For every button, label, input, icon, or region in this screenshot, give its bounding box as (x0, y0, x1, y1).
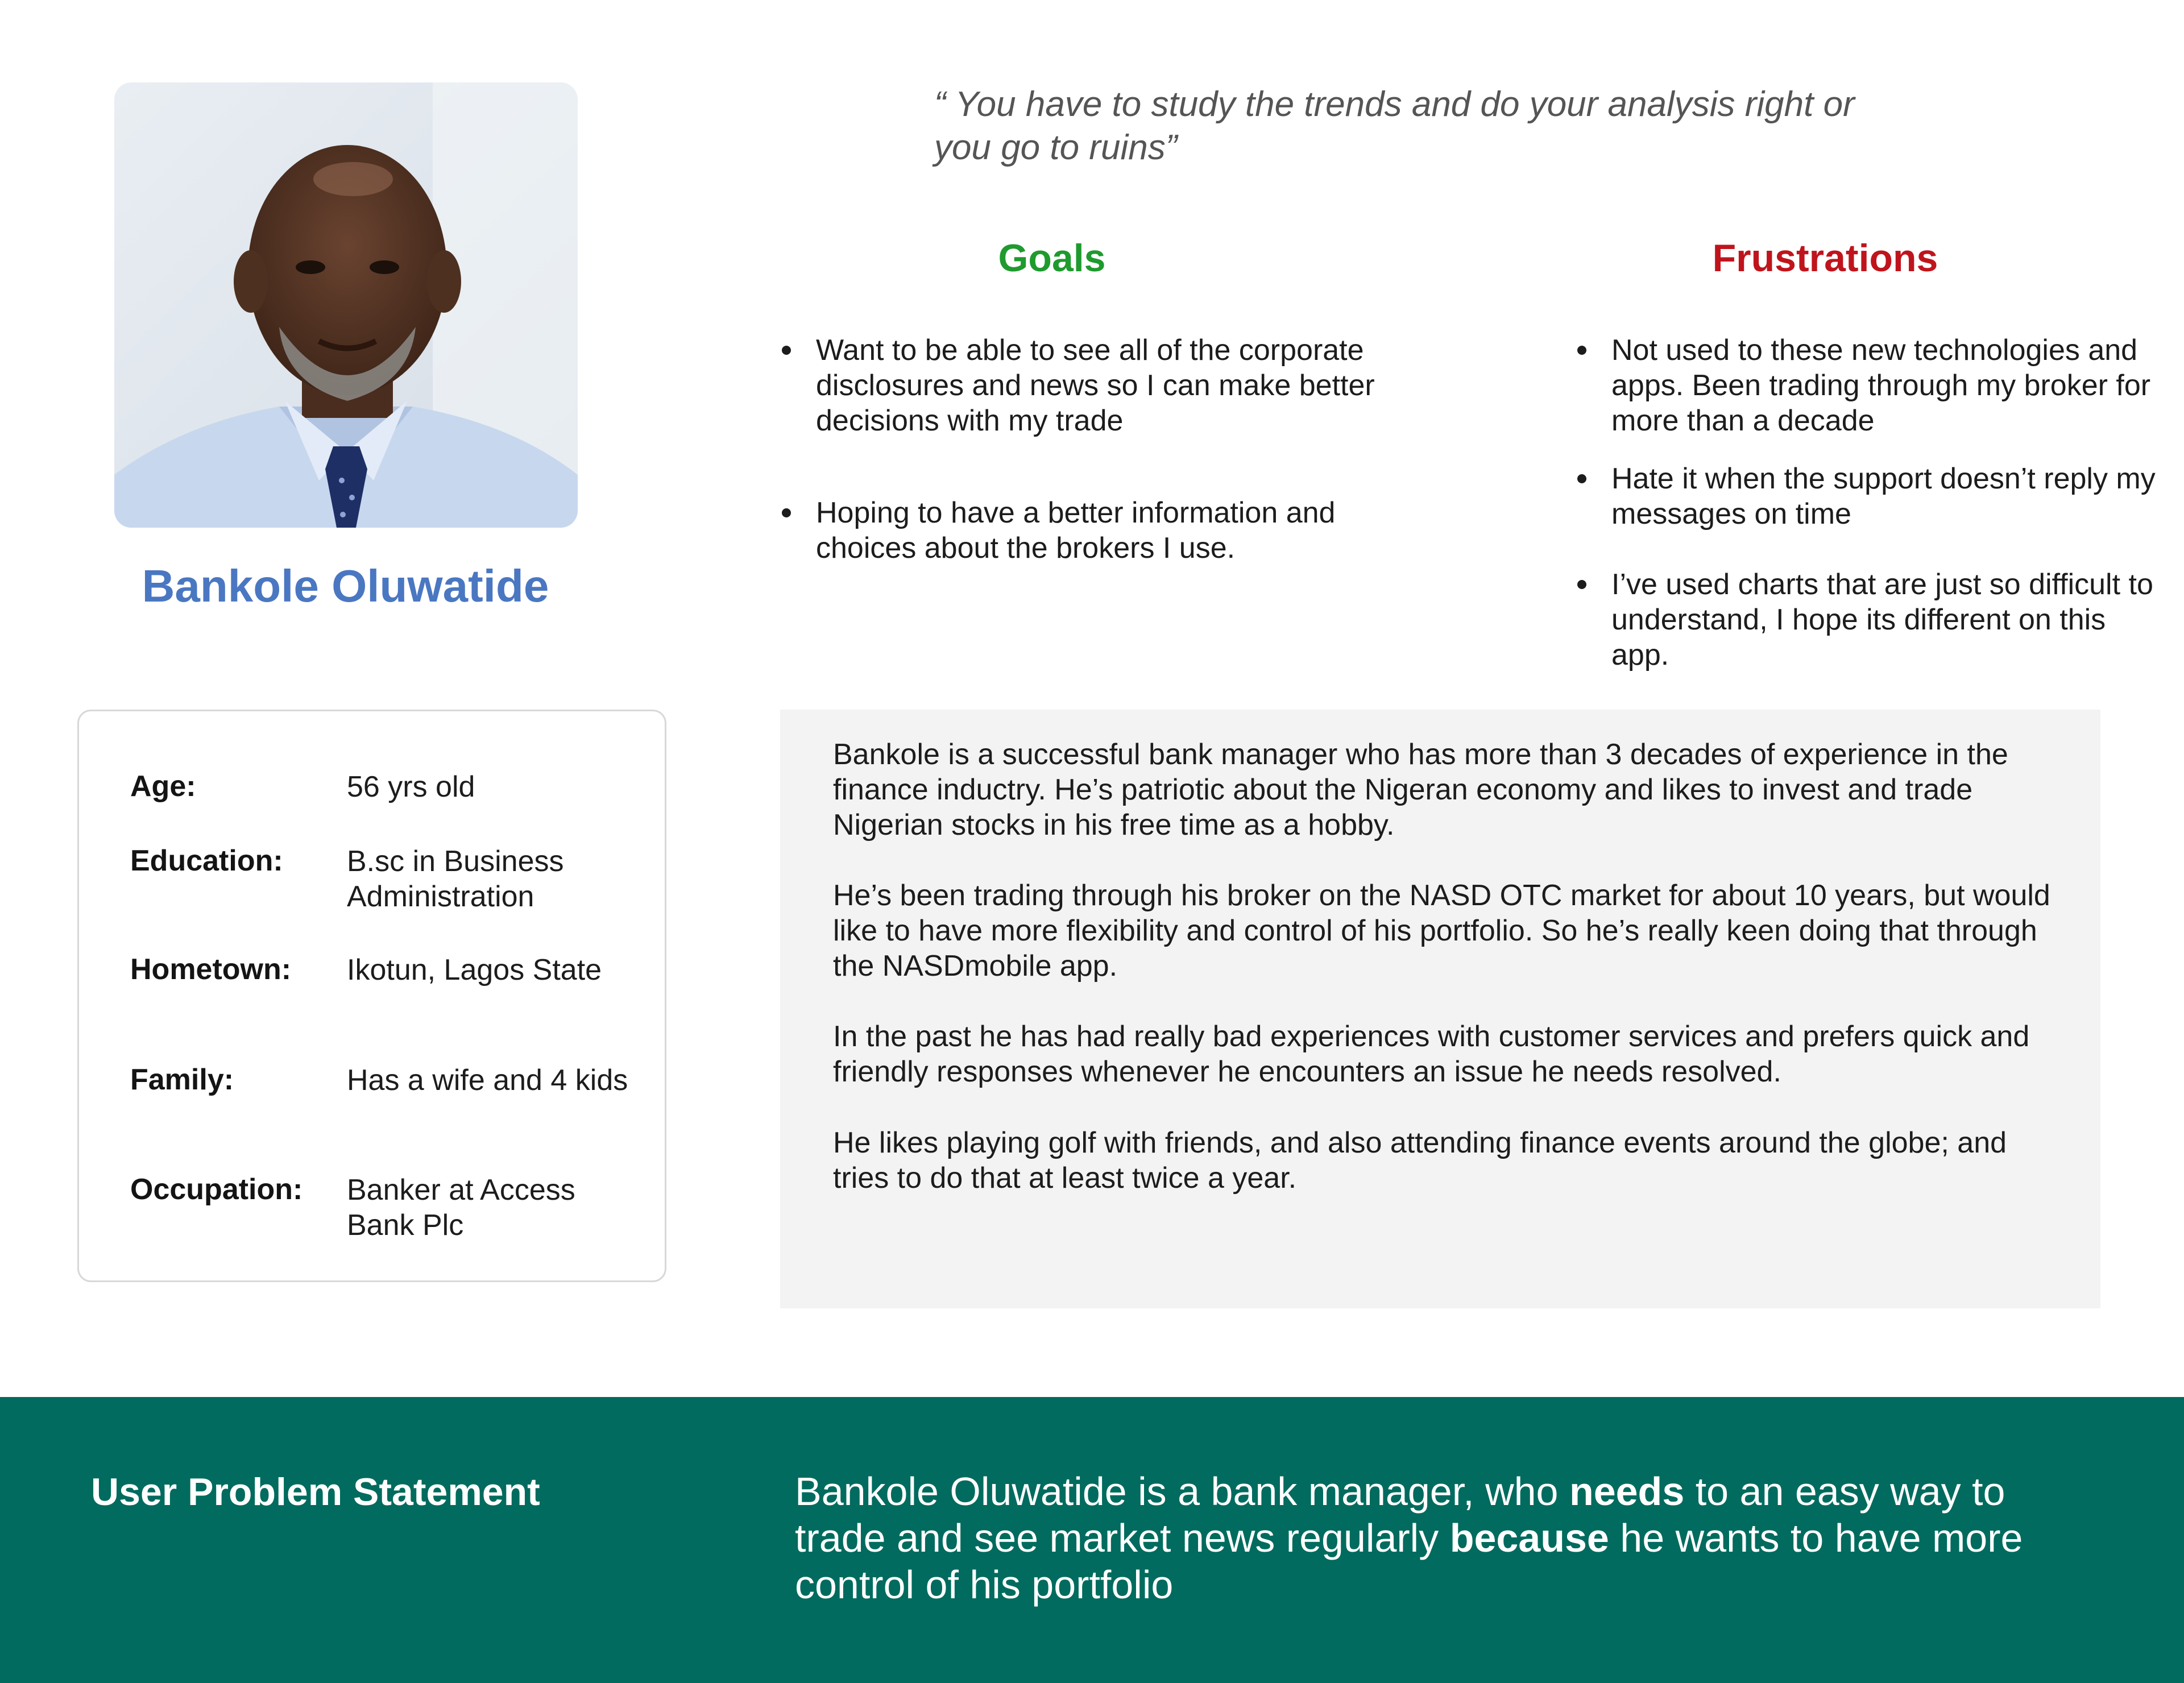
problem-text-part: he wants to have more control of his portfolio (795, 1516, 2023, 1607)
persona-quote: “ You have to study the trends and do your analysis right or you go to ruins” (934, 85, 1855, 167)
bio-paragraph: He’s been trading through his broker on the NASD OTC market for about 10 years, but would like to have more flexibility and control of his portfolio. So he’s really keen doing that through the NASDmobile app. (833, 879, 2050, 983)
detail-label: Age: (130, 770, 196, 803)
detail-label: Hometown: (130, 953, 292, 986)
problem-statement-text (795, 1468, 2103, 1608)
portrait-illustration (114, 82, 578, 528)
detail-label: Family: (130, 1063, 234, 1096)
bio-paragraph: He likes playing golf with friends, and also attending finance events around the globe; and tries to do that at least twice a year. (833, 1126, 2007, 1195)
frustration-text: I’ve used charts that are just so difficult to understand, I hope its different on this app. (1611, 568, 2153, 671)
bullet-icon (1577, 474, 1586, 483)
persona-photo (114, 82, 578, 528)
bullet-icon (782, 508, 791, 517)
goal-item (782, 495, 1407, 566)
goals-heading: Goals (998, 237, 1106, 280)
problem-text-emphasis: because (1449, 1516, 1609, 1560)
problem-text-part: Bankole Oluwatide is a bank manager, who (795, 1469, 1569, 1514)
detail-label: Occupation: (130, 1173, 303, 1206)
problem-text-part: to an easy way to trade and see market news regularly (795, 1469, 2005, 1560)
bullet-icon (1577, 346, 1586, 355)
frustrations-heading: Frustrations (1712, 237, 1938, 280)
goal-text: Want to be able to see all of the corporate disclosures and news so I can make better decisions with my trade (816, 334, 1375, 437)
frustration-text: Hate it when the support doesn’t reply my messages on time (1611, 462, 2156, 530)
frustration-item (1577, 333, 2157, 438)
bio-paragraph: In the past he has had really bad experiences with customer services and prefers quick and friendly responses whenever he encounters an issue he needs resolved. (833, 1020, 2030, 1088)
problem-text-emphasis: needs (1569, 1469, 1685, 1514)
detail-value: Banker at Access Bank Plc (347, 1174, 575, 1242)
goal-item (782, 333, 1407, 438)
frustration-text: Not used to these new technologies and apps. Been trading through my broker for more than a decade (1611, 334, 2151, 437)
persona-name: Bankole Oluwatide (142, 561, 549, 611)
goal-text: Hoping to have a better information and choices about the brokers I use. (816, 496, 1336, 565)
bio-box (780, 710, 2100, 1308)
frustration-item (1577, 567, 2157, 673)
bullet-icon (1577, 580, 1586, 589)
demographics-card (77, 710, 666, 1282)
problem-statement-title: User Problem Statement (91, 1470, 540, 1514)
frustration-item (1577, 461, 2157, 532)
detail-value: 56 yrs old (347, 770, 475, 803)
bullet-icon (782, 346, 791, 355)
detail-value: Ikotun, Lagos State (347, 954, 602, 986)
detail-label: Education: (130, 844, 283, 877)
detail-value: B.sc in Business Administration (347, 845, 564, 913)
detail-value: Has a wife and 4 kids (347, 1064, 628, 1097)
bio-paragraph: Bankole is a successful bank manager who has more than 3 decades of experience in the finance inductry. He’s patriotic about the Nigeran economy and likes to invest and trade Nigerian stocks in his free time as a hobby. (833, 738, 2008, 842)
